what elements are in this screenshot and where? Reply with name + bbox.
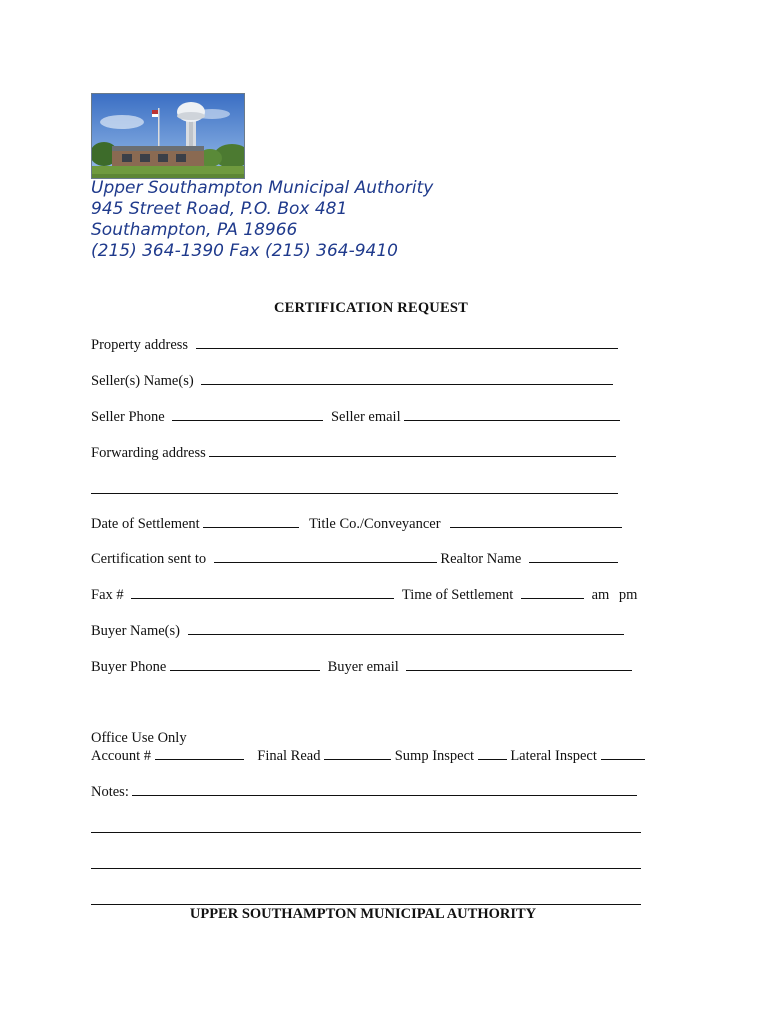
footer-org-name: UPPER SOUTHAMPTON MUNICIPAL AUTHORITY (189, 906, 537, 922)
certification-sent-to-label: Certification sent to (91, 551, 207, 567)
property-address-row (91, 336, 618, 354)
fax-label: Fax # (91, 587, 124, 603)
city-state-zip: Southampton, PA 18966 (91, 220, 298, 240)
forwarding-address-label: Forwarding address (91, 445, 206, 461)
notes-line-2[interactable] (91, 832, 641, 833)
form-title: CERTIFICATION REQUEST (274, 300, 468, 316)
final-read-label: Final Read (257, 748, 321, 764)
time-of-settlement-field[interactable] (521, 586, 584, 599)
phone-fax: (215) 364-1390 Fax (215) 364-9410 (91, 241, 398, 261)
seller-phone-label: Seller Phone (91, 409, 165, 425)
seller-email-label: Seller email (330, 409, 401, 425)
account-label: Account # (91, 748, 151, 764)
lateral-inspect-field[interactable] (601, 747, 645, 760)
notes-line-3[interactable] (91, 868, 641, 869)
sump-inspect-field[interactable] (478, 747, 507, 760)
sellers-names-row (91, 372, 613, 390)
notes-line-4[interactable] (91, 904, 641, 905)
org-name: Upper Southampton Municipal Authority (91, 178, 434, 198)
title-co-field[interactable] (450, 515, 622, 528)
office-use-heading: Office Use Only (91, 730, 187, 746)
buyer-phone-label: Buyer Phone (91, 659, 167, 675)
title-co-label: Title Co./Conveyancer (308, 516, 441, 532)
notes-row (91, 783, 637, 801)
street-address: 945 Street Road, P.O. Box 481 (91, 199, 348, 219)
fax-field[interactable] (131, 586, 394, 599)
buyer-names-field[interactable] (188, 622, 624, 635)
certification-sent-to-field[interactable] (214, 550, 437, 563)
date-of-settlement-field[interactable] (203, 515, 299, 528)
pm-option[interactable]: pm (618, 587, 638, 603)
buyer-email-field[interactable] (406, 658, 632, 671)
buyer-phone-field[interactable] (170, 658, 320, 671)
notes-field[interactable] (132, 783, 637, 796)
sellers-names-field[interactable] (201, 372, 613, 385)
account-field[interactable] (155, 747, 244, 760)
buyer-names-row (91, 622, 624, 640)
water-tower-photo-icon (92, 94, 245, 179)
property-address-field[interactable] (196, 336, 618, 349)
realtor-name-field[interactable] (529, 550, 618, 563)
time-of-settlement-label: Time of Settlement (401, 587, 514, 603)
seller-email-field[interactable] (404, 408, 620, 421)
forwarding-address-row (91, 444, 616, 462)
office-use-row (91, 747, 645, 765)
buyer-names-label: Buyer Name(s) (91, 623, 180, 639)
final-read-field[interactable] (324, 747, 391, 760)
water-tower-photo (91, 93, 245, 179)
date-of-settlement-label: Date of Settlement (91, 516, 200, 532)
sump-inspect-label: Sump Inspect (394, 748, 475, 764)
realtor-name-label: Realtor Name (440, 551, 522, 567)
buyer-contact-row (91, 658, 632, 676)
notes-label: Notes: (91, 784, 129, 800)
forwarding-address-field[interactable] (209, 444, 616, 457)
lateral-inspect-label: Lateral Inspect (510, 748, 597, 764)
letterhead (91, 178, 433, 262)
settlement-row (91, 515, 622, 533)
property-address-label: Property address (91, 337, 189, 353)
forwarding-address-line-2[interactable] (91, 493, 618, 494)
certification-row (91, 550, 618, 568)
am-option[interactable]: am (591, 587, 610, 603)
seller-phone-field[interactable] (172, 408, 323, 421)
sellers-names-label: Seller(s) Name(s) (91, 373, 194, 389)
fax-row (91, 586, 637, 604)
buyer-email-label: Buyer email (327, 659, 399, 675)
seller-contact-row (91, 408, 620, 426)
